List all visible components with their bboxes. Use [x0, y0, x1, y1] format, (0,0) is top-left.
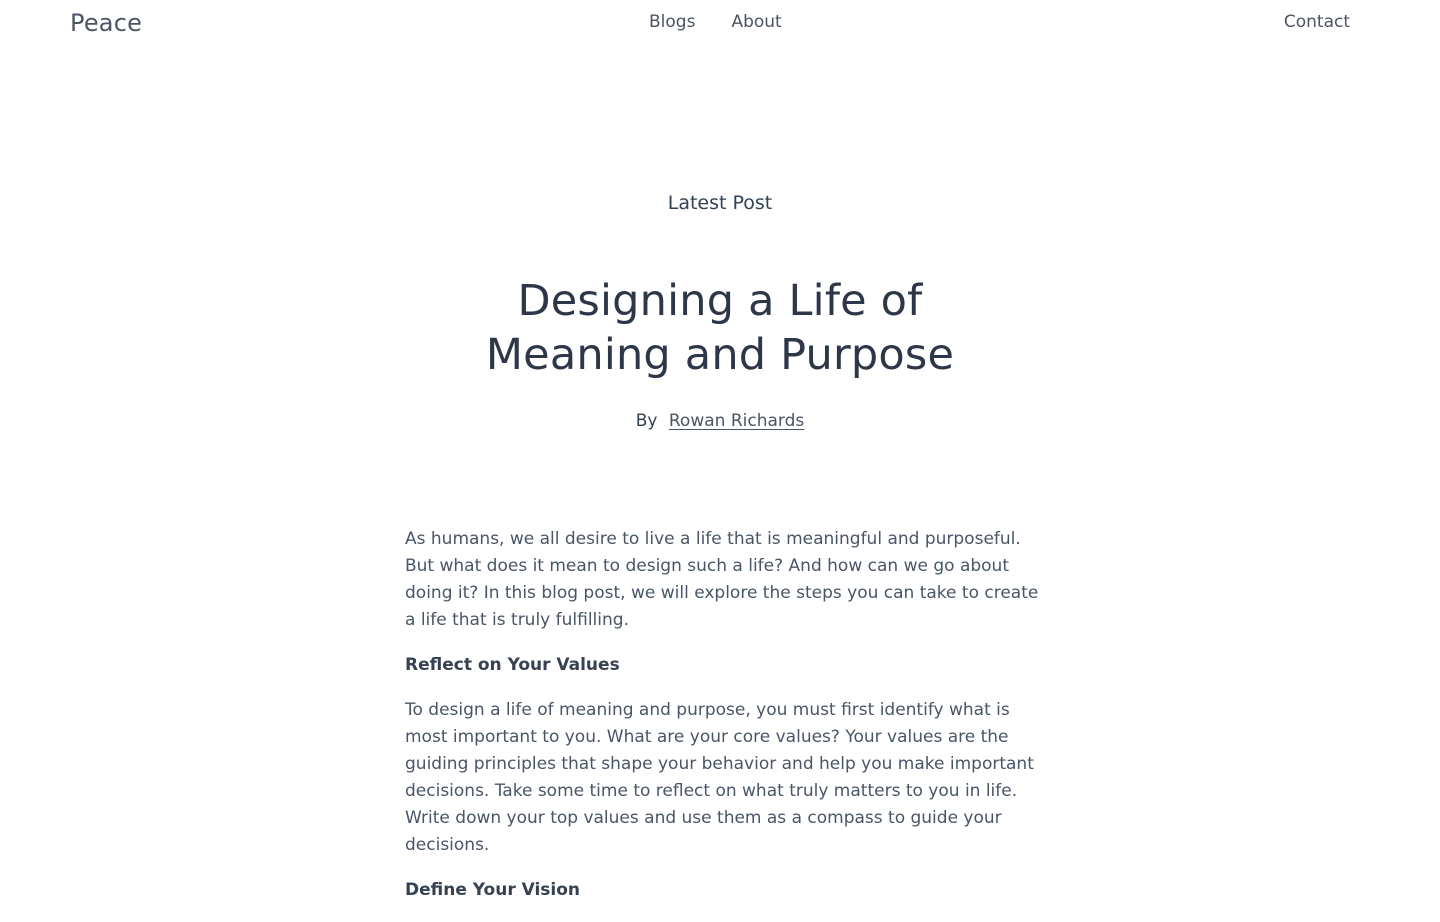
nav-link-blogs[interactable]: Blogs [649, 12, 696, 32]
post-body [405, 526, 1040, 922]
brand-logo-link[interactable]: Peace [70, 9, 143, 37]
section-paragraph-values: To design a life of meaning and purpose, you must first identify what is most important to you. What are your core values? Your values are the guiding principles that shape your behavior and help you make important decisions. Take some time to reflect on what truly matters to you in life. Write down your top values and use them as a compass to guide your decisions. [405, 700, 1034, 855]
latest-post-label: Latest Post [667, 192, 773, 214]
secondary-nav [1284, 12, 1350, 32]
primary-nav [649, 12, 782, 32]
nav-link-contact[interactable]: Contact [1283, 12, 1350, 32]
section-heading-vision: Define Your Vision [405, 880, 581, 900]
byline-prefix: By [635, 411, 658, 431]
post-title: Designing a Life of Meaning and Purpose [485, 276, 955, 380]
top-navigation [0, 0, 1440, 50]
post-intro-paragraph: As humans, we all desire to live a life that is meaningful and purposeful. But what does it mean to design such a life? And how can we go about doing it? In this blog post, we will explore the steps you can take to create a life that is truly fulfilling. [405, 529, 1039, 630]
post-byline [0, 411, 1440, 431]
nav-link-about[interactable]: About [731, 12, 782, 32]
author-link[interactable]: Rowan Richards [668, 411, 805, 431]
section-heading-values: Reflect on Your Values [405, 655, 620, 675]
